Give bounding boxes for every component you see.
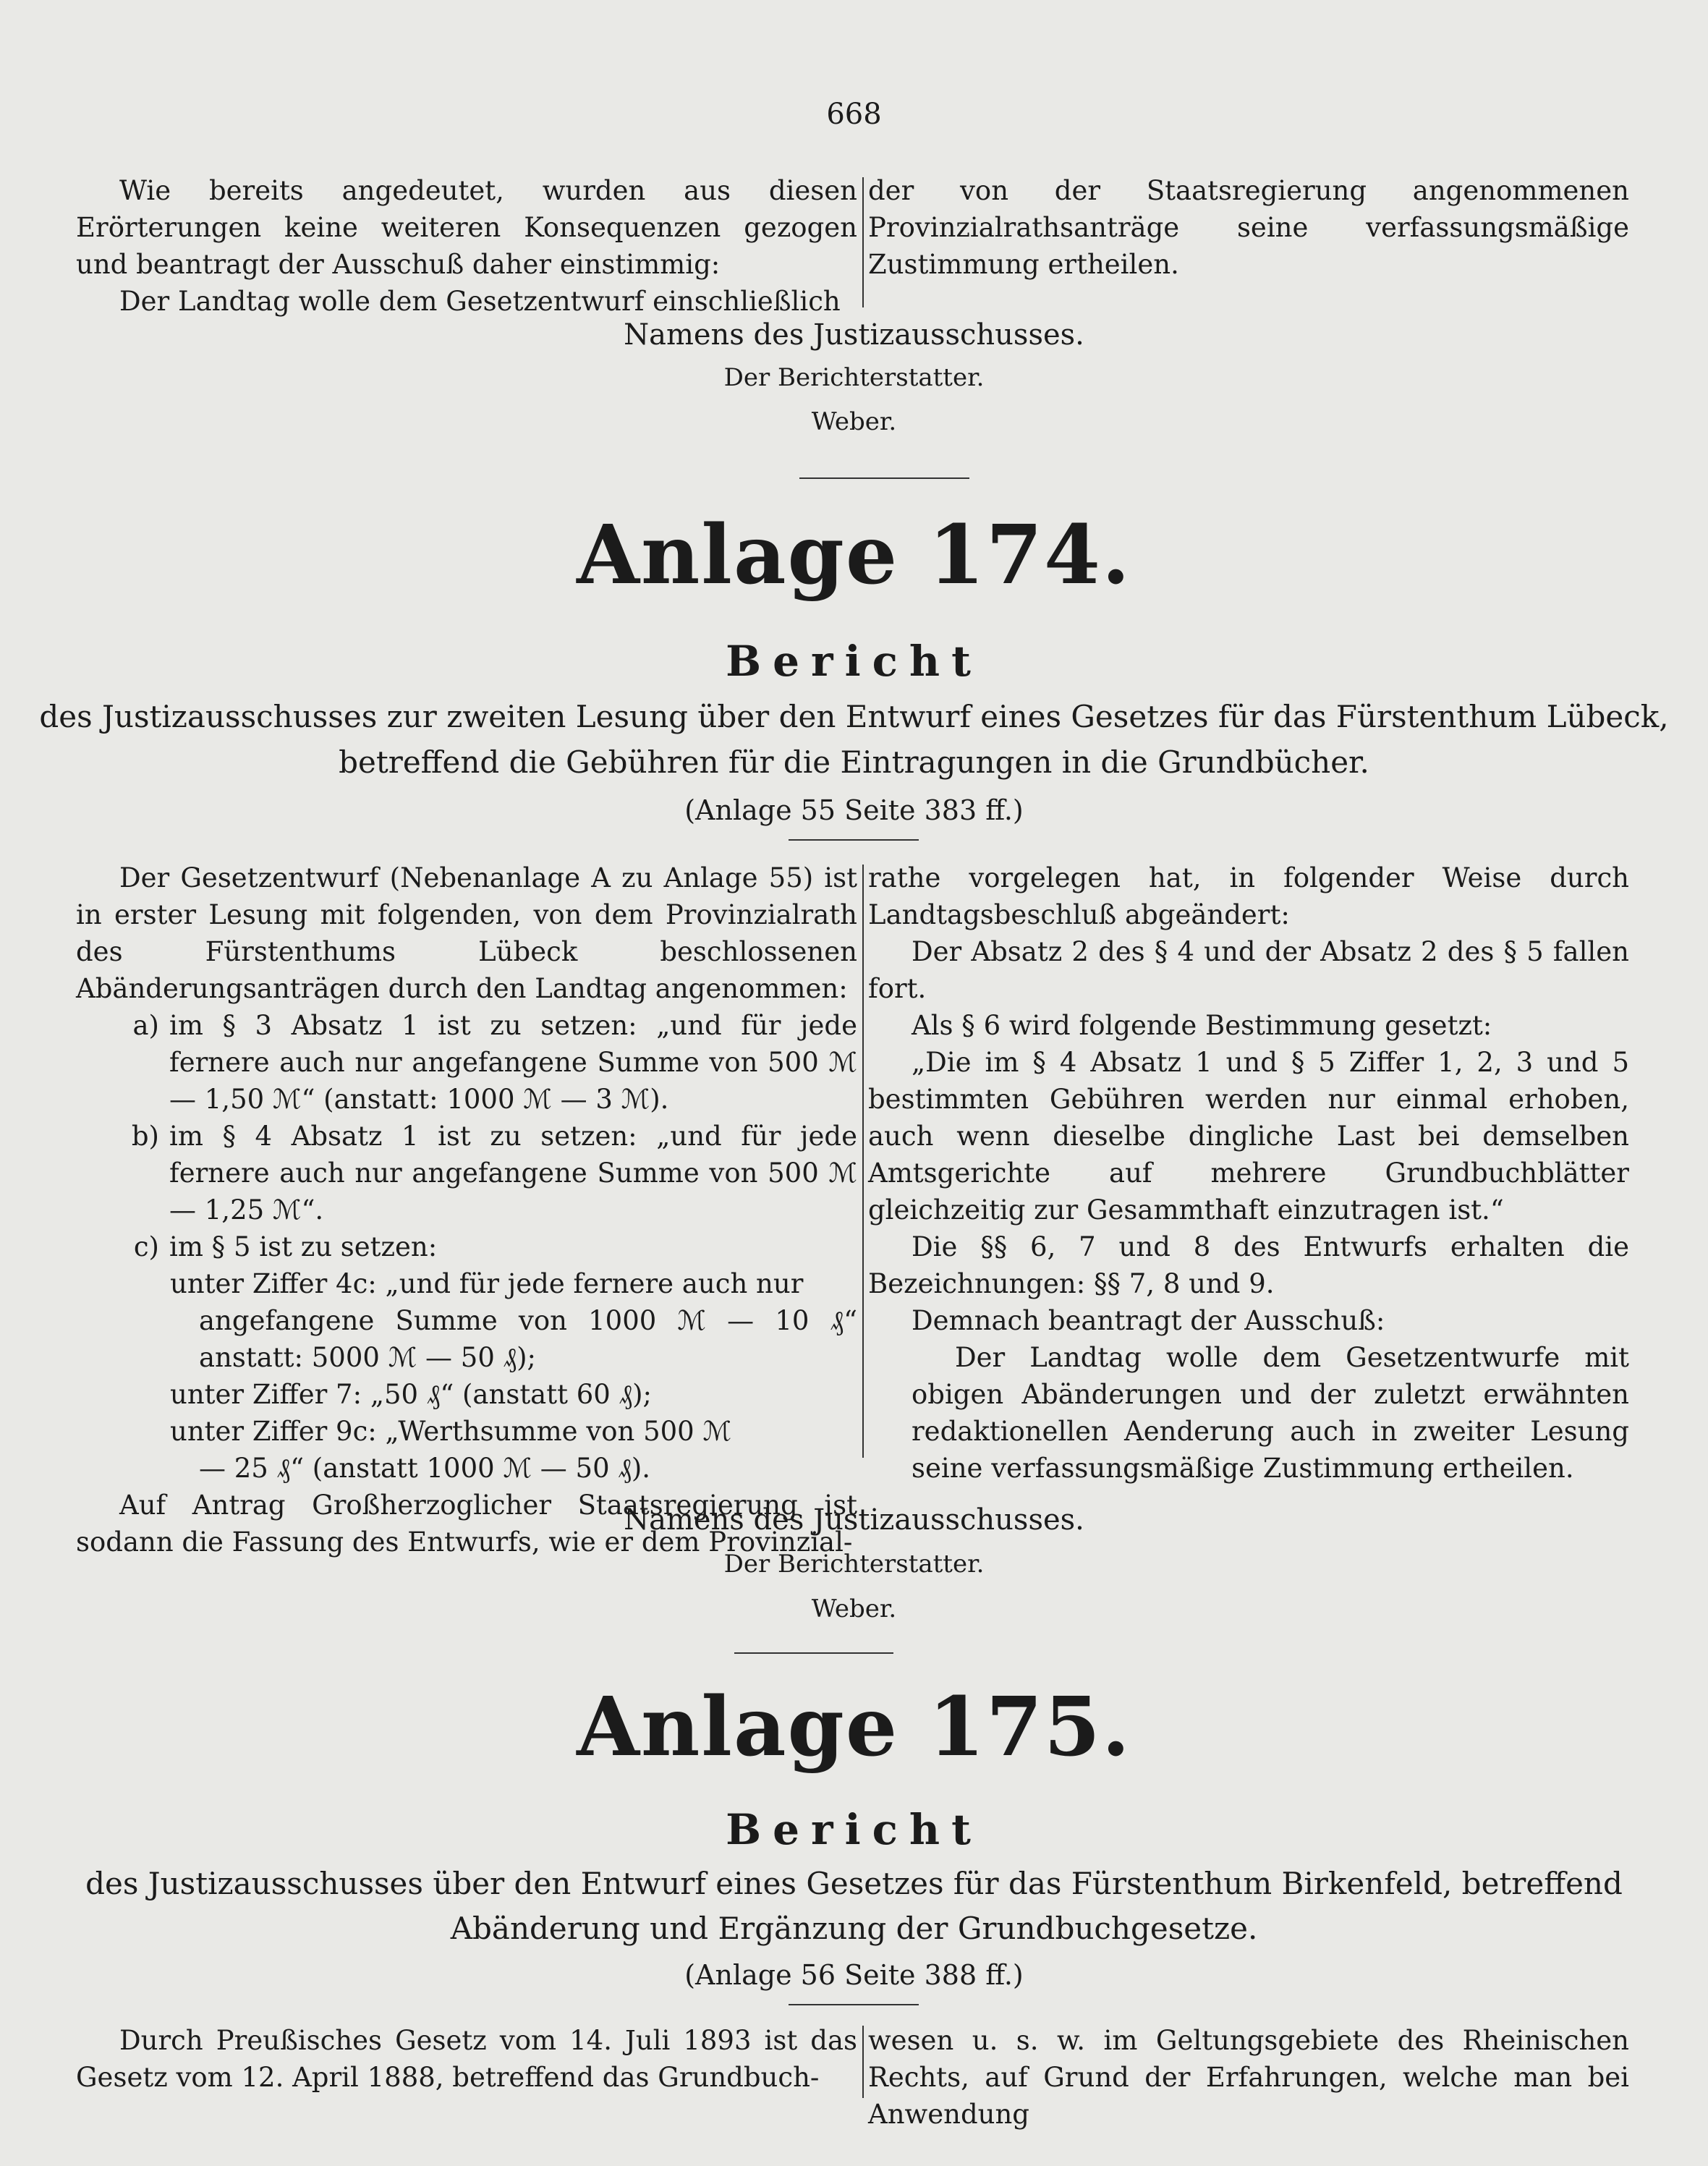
anlage-174-title: Anlage 174. <box>577 508 1131 603</box>
anlage-174-heading: Bericht <box>726 637 982 686</box>
anlage-174-right-p5: Demnach beantragt der Ausschuß: <box>912 1305 1385 1336</box>
anlage-174-right-p4: Die §§ 6, 7 und 8 des Entwurfs erhalten die Bezeichnungen: §§ 7, 8 und 9. <box>868 1231 1629 1299</box>
anlage-175-subtitle-1: des Justizausschusses über den Entwurf eines Gesetzes für das Fürstenthum Birkenfeld, betreffend <box>85 1866 1623 1901</box>
top-signature-role: Der Berichterstatter. <box>723 363 985 392</box>
list-text: im § 5 ist zu setzen: <box>169 1231 438 1262</box>
section-divider <box>799 477 969 479</box>
list-label: c) <box>133 1231 159 1262</box>
list-text: im § 4 Absatz 1 ist zu setzen: „und für jede fernere auch nur angefangene Summe von 500 ℳ — 1,25 ℳ“. <box>169 1121 857 1226</box>
column-divider <box>862 2026 864 2098</box>
anlage-174-right-motion: Der Landtag wolle dem Gesetzentwurfe mit obigen Abänderungen und der zuletzt erwähnten redaktionellen Aenderung auch in zweiter Lesung seine verfassungsmäßige Zustimmung ertheilen. <box>912 1342 1629 1484</box>
list-text: im § 3 Absatz 1 ist zu setzen: „und für jede fernere auch nur angefangene Summe von 500 ℳ — 1,50 ℳ“ (anstatt: 1000 ℳ — 3 ℳ). <box>169 1010 857 1115</box>
list-item <box>76 1118 857 1228</box>
section-divider <box>789 2004 919 2005</box>
anlage-175-left-text: Durch Preußisches Gesetz vom 14. Juli 1893 ist das Gesetz vom 12. April 1888, betreffend das Grundbuch- <box>76 2025 857 2093</box>
list-label: b) <box>131 1121 159 1152</box>
top-signature-name: Weber. <box>811 407 897 436</box>
top-left-paragraph: Wie bereits angedeutet, wurden aus diesen Erörterungen keine weiteren Konsequenzen gezogen und beantragt der Ausschuß daher einstimmig: <box>76 175 857 280</box>
anlage-175-reference: (Anlage 56 Seite 388 ff.) <box>684 1959 1024 1991</box>
list-item <box>76 1007 857 1118</box>
column-divider <box>862 865 864 1458</box>
list-subitem-continuation: angefangene Summe von 1000 ℳ — 10 ₰“ anstatt: 5000 ℳ — 50 ₰); <box>199 1305 857 1373</box>
list-subitem: unter Ziffer 4c: „und für jede fernere auch nur <box>170 1268 804 1299</box>
top-left-motion: Der Landtag wolle dem Gesetzentwurf einschließlich <box>119 286 841 317</box>
anlage-175-title: Anlage 175. <box>577 1680 1131 1775</box>
anlage-175-left-column <box>76 2022 857 2096</box>
top-signature-committee: Namens des Justizausschusses. <box>624 318 1084 352</box>
anlage-174-signature-role: Der Berichterstatter. <box>723 1550 985 1579</box>
top-right-paragraph: der von der Staatsregierung angenommenen Provinzialrathsanträge seine verfassungsmäßige Zustimmung ertheilen. <box>868 175 1629 280</box>
anlage-174-right-quote: „Die im § 4 Absatz 1 und § 5 Ziffer 1, 2, 3 und 5 bestimmten Gebühren werden nur einmal erhoben, auch wenn dieselbe dingliche Last bei demselben Amtsgerichte auf mehrere Grundbuchblätter gleichzeitig zur Gesammthaft einzutragen ist.“ <box>868 1047 1629 1226</box>
anlage-175-heading: Bericht <box>726 1805 982 1854</box>
anlage-174-subtitle-2: betreffend die Gebühren für die Eintragungen in die Grundbücher. <box>339 744 1369 780</box>
anlage-175-right-column <box>868 2022 1629 2133</box>
column-divider <box>862 177 864 307</box>
section-divider <box>734 1652 893 1654</box>
anlage-174-signature-committee: Namens des Justizausschusses. <box>624 1503 1084 1537</box>
anlage-174-signature-name: Weber. <box>811 1594 897 1623</box>
anlage-175-subtitle-2: Abänderung und Ergänzung der Grundbuchgesetze. <box>450 1911 1258 1946</box>
list-subitem-continuation: — 25 ₰“ (anstatt 1000 ℳ — 50 ₰). <box>199 1453 651 1484</box>
anlage-174-subtitle-1: des Justizausschusses zur zweiten Lesung über den Entwurf eines Gesetzes für das Fürstenthum Lübeck, <box>39 699 1669 734</box>
anlage-174-left-column <box>76 859 857 1560</box>
page-number: 668 <box>826 98 882 131</box>
list-subitem: unter Ziffer 7: „50 ₰“ (anstatt 60 ₰); <box>170 1379 652 1410</box>
anlage-174-outro: Auf Antrag Großherzoglicher Staatsregierung ist sodann die Fassung des Entwurfs, wie er dem Provinzial- <box>76 1490 857 1558</box>
anlage-174-right-p3: Als § 6 wird folgende Bestimmung gesetzt: <box>912 1010 1492 1041</box>
list-subitem: unter Ziffer 9c: „Werthsumme von 500 ℳ <box>170 1416 732 1447</box>
anlage-174-right-column <box>868 859 1629 1487</box>
anlage-174-intro: Der Gesetzentwurf (Nebenanlage A zu Anlage 55) ist in erster Lesung mit folgenden, von dem Provinzialrath des Fürstenthums Lübeck beschlossenen Abänderungsanträgen durch den Landtag angenommen: <box>76 862 857 1004</box>
anlage-174-reference: (Anlage 55 Seite 383 ff.) <box>684 794 1024 826</box>
section-divider <box>789 839 919 841</box>
anlage-174-right-p1: rathe vorgelegen hat, in folgender Weise durch Landtagsbeschluß abgeändert: <box>868 862 1629 930</box>
top-left-column <box>76 172 857 320</box>
list-item <box>76 1228 857 1265</box>
anlage-174-right-p2: Der Absatz 2 des § 4 und der Absatz 2 des § 5 fallen fort. <box>868 936 1629 1004</box>
list-label: a) <box>132 1010 159 1041</box>
anlage-175-right-text: wesen u. s. w. im Geltungsgebiete des Rheinischen Rechts, auf Grund der Erfahrungen, welche man bei Anwendung <box>868 2025 1629 2130</box>
top-right-column <box>868 172 1629 283</box>
